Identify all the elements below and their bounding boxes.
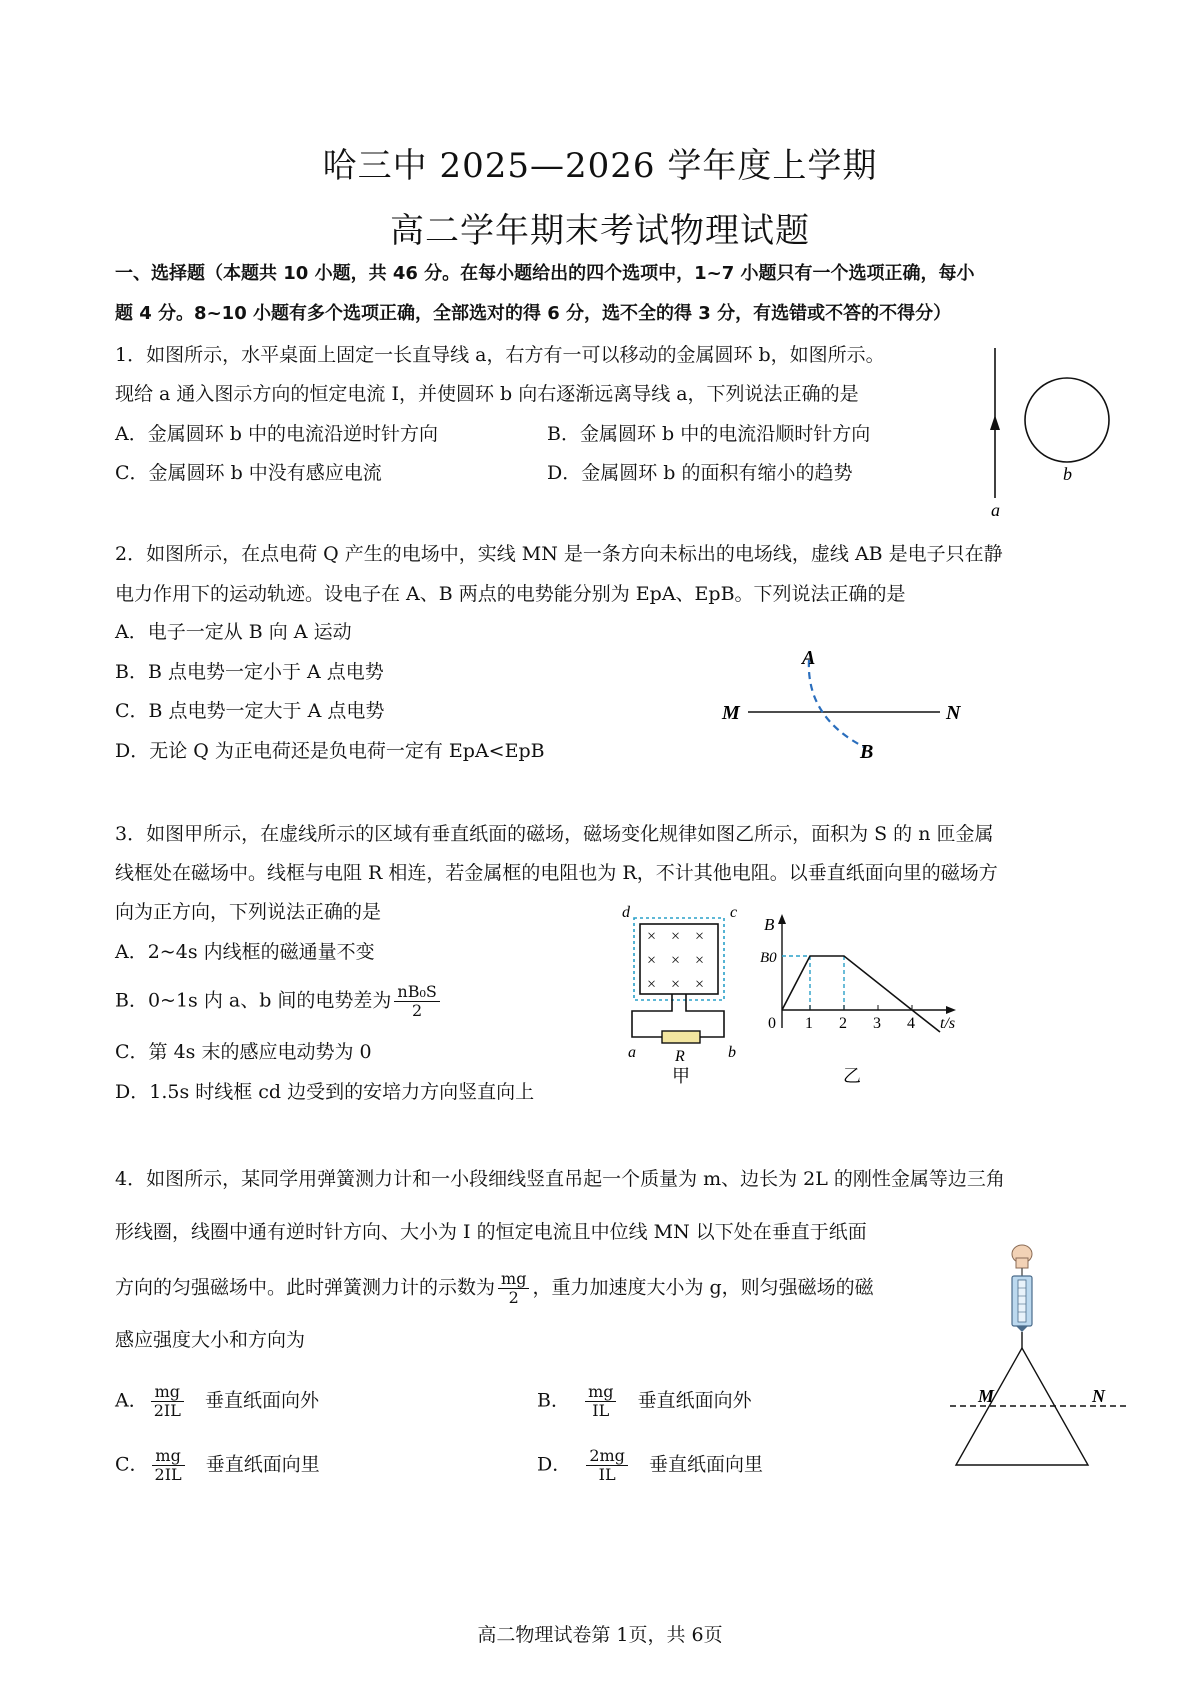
q3-option-d: D．1.5s 时线框 cd 边受到的安培力方向竖直向上 <box>115 1081 535 1103</box>
q1-option-d: D．金属圆环 b 的面积有缩小的趋势 <box>547 462 853 484</box>
label-N: N <box>946 702 961 724</box>
label-a: a <box>991 500 1000 520</box>
page-footer: 高二物理试卷第 1页，共 6页 <box>477 1624 723 1646</box>
y-label: B <box>764 915 775 934</box>
frac-denominator: 2IL <box>153 1401 181 1420</box>
caption-jia: 甲 <box>672 1066 690 1085</box>
q4-option-d <box>537 1447 763 1484</box>
q3-option-b-text: B．0~1s 内 a、b 间的电势差为 <box>115 989 392 1012</box>
frac-denominator: 2IL <box>154 1465 182 1484</box>
q3-stem-line-3: 向为正方向，下列说法正确的是 <box>115 901 382 923</box>
q4-stem-line-3 <box>115 1270 874 1307</box>
svg-text:×: × <box>695 952 705 969</box>
caption-yi: 乙 <box>843 1066 861 1086</box>
q2-option-a: A．电子一定从 B 向 A 运动 <box>115 621 352 643</box>
option-text: 垂直纸面向外 <box>637 1389 752 1412</box>
q4-stem-line-3-pre: 方向的匀强磁场中。此时弹簧测力计的示数为 <box>115 1276 496 1299</box>
section-heading-line-2: 题 4 分。8~10 小题有多个选项正确，全部选对的得 6 分，选不全的得 3 分，有选错或不答的不得分） <box>115 303 952 324</box>
q2-figure <box>710 640 980 770</box>
svg-text:×: × <box>671 976 681 993</box>
ring-b <box>1025 378 1109 462</box>
section-heading-line-1: 一、选择题（本题共 10 小题，共 46 分。在每小题给出的四个选项中，1~7 小题只有一个选项正确，每小 <box>115 263 975 284</box>
svg-text:×: × <box>647 928 657 945</box>
q2-option-b: B．B 点电势一定小于 A 点电势 <box>115 661 384 683</box>
q4-stem-fraction <box>498 1270 529 1307</box>
frac-denominator: IL <box>598 1465 616 1484</box>
frac-denominator: 2 <box>508 1288 519 1307</box>
q3-stem-line-1: 3．如图甲所示，在虚线所示的区域有垂直纸面的磁场，磁场变化规律如图乙所示，面积为 S 的 n 匝金属 <box>115 823 994 845</box>
label-d: d <box>622 905 630 921</box>
q3-option-b-fraction <box>394 983 439 1020</box>
q4-figure <box>950 1240 1140 1470</box>
q2-stem-line-2: 电力作用下的运动轨迹。设电子在 A、B 两点的电势能分别为 EpA、EpB。下列说法正确的是 <box>115 583 906 605</box>
q1-figure <box>960 340 1120 520</box>
q4-stem-line-2: 形线圈，线圈中通有逆时针方向、大小为 I 的恒定电流且中位线 MN 以下处在垂直于纸面 <box>115 1221 867 1243</box>
q4-stem-line-4: 感应强度大小和方向为 <box>115 1329 306 1351</box>
x-label: t/s <box>940 1015 956 1032</box>
q1-stem-line-2: 现给 a 通入图示方向的恒定电流 I，并使圆环 b 向右逐渐远离导线 a，下列说法正确的是 <box>115 383 859 405</box>
trajectory-ab <box>809 660 866 748</box>
label-M: M <box>722 702 740 724</box>
q4-stem-line-3-post: ，重力加速度大小为 g，则匀强磁场的磁 <box>532 1276 874 1299</box>
tick-label-4: 4 <box>907 1015 915 1032</box>
b0-label: B0 <box>760 950 777 966</box>
spring-scale-icon <box>1012 1276 1032 1332</box>
q4-option-b <box>537 1383 752 1420</box>
option-text: 垂直纸面向里 <box>649 1453 764 1476</box>
option-fraction <box>585 1383 616 1420</box>
label-M: M <box>978 1386 995 1406</box>
option-fraction <box>152 1447 185 1484</box>
tick-label-2: 2 <box>839 1015 847 1032</box>
x-axis-arrow-icon <box>946 1006 956 1014</box>
label-A: A <box>802 647 816 669</box>
svg-text:×: × <box>647 976 657 993</box>
q4-option-a <box>115 1383 319 1420</box>
label-N: N <box>1092 1386 1105 1406</box>
q1-option-c: C．金属圆环 b 中没有感应电流 <box>115 462 382 484</box>
q3-figure-yi <box>760 910 980 1090</box>
frac-numerator: mg <box>585 1383 616 1402</box>
frac-denominator: IL <box>592 1401 610 1420</box>
q3-option-c: C．第 4s 末的感应电动势为 0 <box>115 1041 372 1063</box>
option-fraction <box>586 1447 628 1484</box>
q4-option-c <box>115 1447 320 1484</box>
svg-text:×: × <box>647 952 657 969</box>
svg-text:×: × <box>671 952 681 969</box>
title-line-2: 高二学年期末考试物理试题 <box>390 211 810 251</box>
y-axis-arrow-icon <box>778 914 786 924</box>
q4-stem-line-1: 4．如图所示，某同学用弹簧测力计和一小段细线竖直吊起一个质量为 m、边长为 2L 的刚性金属等边三角 <box>115 1168 1005 1190</box>
svg-text:×: × <box>695 976 705 993</box>
cross-grid <box>647 928 704 993</box>
svg-text:×: × <box>671 928 681 945</box>
svg-text:×: × <box>695 928 705 945</box>
frac-numerator: nB₀S <box>394 983 439 1002</box>
option-letter: A． <box>115 1389 148 1412</box>
option-text: 垂直纸面向外 <box>204 1389 319 1412</box>
label-R: R <box>675 1048 685 1065</box>
frac-numerator: mg <box>498 1270 529 1289</box>
frac-denominator: 2 <box>412 1001 423 1020</box>
q2-option-c: C．B 点电势一定大于 A 点电势 <box>115 700 385 722</box>
q2-option-d: D．无论 Q 为正电荷还是负电荷一定有 EpA<EpB <box>115 740 545 762</box>
tick-label-3: 3 <box>873 1015 881 1032</box>
resistor-r <box>662 1031 700 1043</box>
q1-option-b: B．金属圆环 b 中的电流沿顺时针方向 <box>547 423 871 445</box>
frac-numerator: mg <box>151 1383 184 1402</box>
label-c: c <box>730 905 738 921</box>
frac-numerator: 2mg <box>586 1447 628 1466</box>
q1-stem-line-1: 1．如图所示，水平桌面上固定一长直导线 a，右方有一可以移动的金属圆环 b，如图所示。 <box>115 344 885 366</box>
q2-stem-line-1: 2．如图所示，在点电荷 Q 产生的电场中，实线 MN 是一条方向未标出的电场线，虚线 AB 是电子只在静 <box>115 543 1003 565</box>
option-text: 垂直纸面向里 <box>205 1453 320 1476</box>
option-letter: B． <box>537 1389 570 1412</box>
option-letter: D． <box>537 1453 572 1476</box>
q3-option-b <box>115 983 443 1020</box>
q3-stem-line-2: 线框处在磁场中。线框与电阻 R 相连，若金属框的电阻也为 R，不计其他电阻。以垂直纸面向里的磁场方 <box>115 862 998 884</box>
title-line-1: 哈三中 2025—2026 学年度上学期 <box>322 146 878 186</box>
label-B: B <box>860 741 874 763</box>
option-fraction <box>151 1383 184 1420</box>
hand-icon <box>1012 1245 1032 1268</box>
q3-figure-jia <box>620 905 750 1085</box>
q3-option-a: A．2~4s 内线框的磁通量不变 <box>115 941 375 963</box>
q1-option-a: A．金属圆环 b 中的电流沿逆时针方向 <box>115 423 438 445</box>
label-a: a <box>628 1044 636 1061</box>
origin-label: 0 <box>768 1015 776 1032</box>
frac-numerator: mg <box>152 1447 185 1466</box>
option-letter: C． <box>115 1453 149 1476</box>
current-arrow-icon <box>990 415 1000 430</box>
tick-label-1: 1 <box>805 1015 813 1032</box>
label-b: b <box>1063 464 1072 484</box>
label-b: b <box>728 1044 736 1061</box>
